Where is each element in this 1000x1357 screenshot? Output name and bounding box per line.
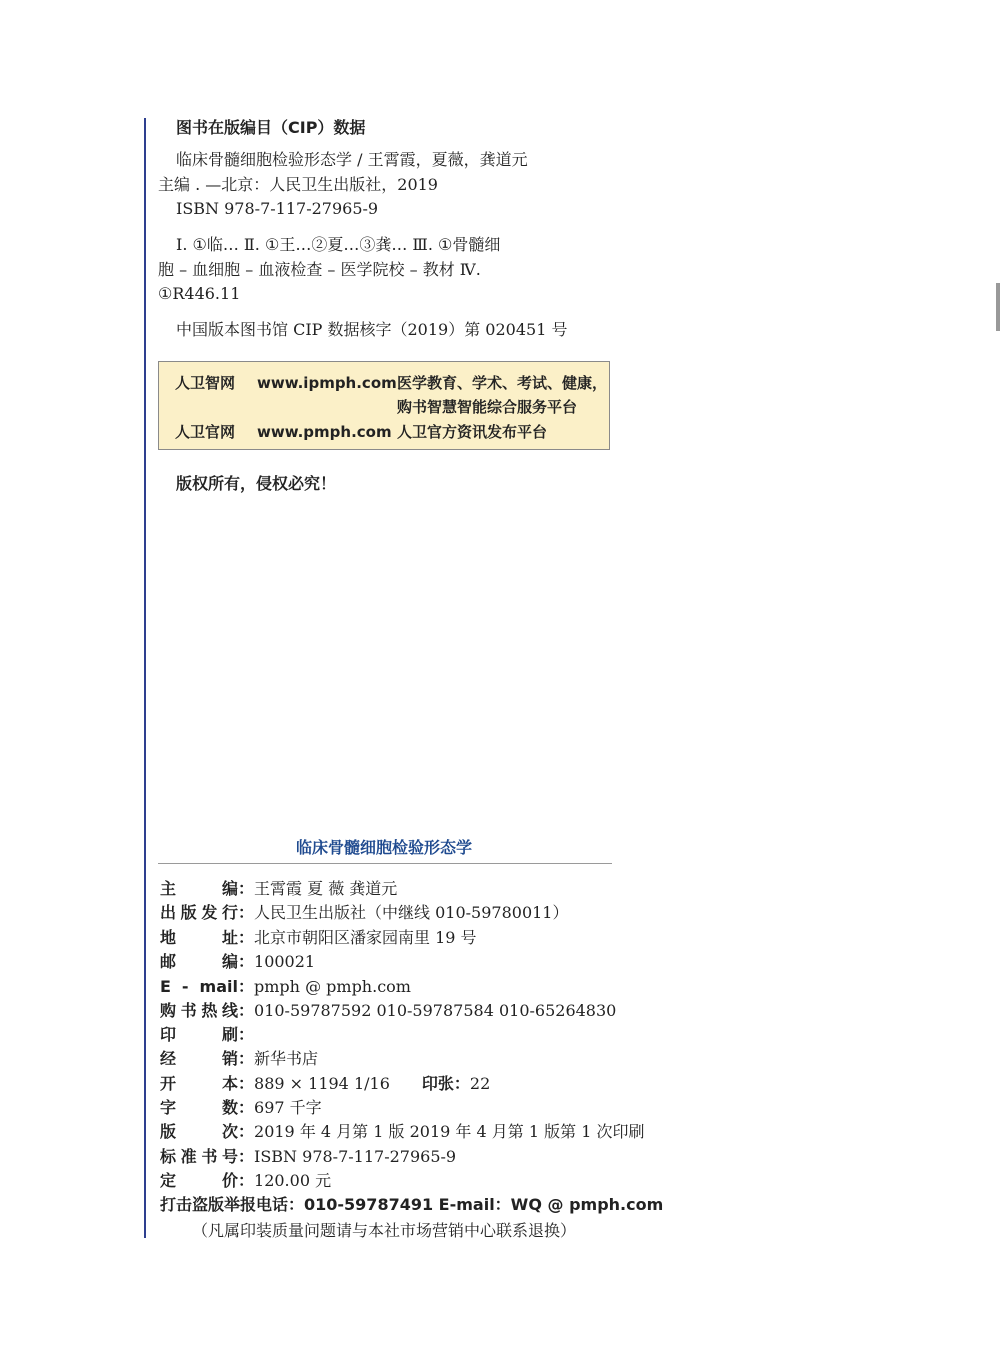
- colophon-row-distributor: 经销：新华书店: [160, 1049, 319, 1068]
- cip-line-title: 临床骨髓细胞检验形态学 / 王霄霞，夏薇，龚道元: [176, 150, 528, 169]
- colophon-row-isbn: 标准书号：ISBN 978-7-117-27965-9: [160, 1147, 457, 1166]
- cip-heading: 图书在版编目（CIP）数据: [176, 118, 366, 137]
- colophon-row-printer: 印刷：: [160, 1025, 255, 1044]
- colophon-row-hotline: 购书热线：010-59787592 010-59787584 010-65264830: [160, 1001, 617, 1020]
- cip-line-publisher: 主编 . —北京：人民卫生出版社，2019: [158, 175, 438, 194]
- colophon-value: 100021: [254, 952, 316, 971]
- colophon-row-edition: 版次：2019 年 4 月第 1 版 2019 年 4 月第 1 版第 1 次印刷: [160, 1122, 645, 1141]
- colophon-label: 印刷: [160, 1025, 238, 1044]
- colophon-label: 主编: [160, 879, 238, 898]
- platform-desc-pmph: 人卫官方资讯发布平台: [397, 423, 548, 441]
- cip-line-subjects: Ⅰ. ①临… Ⅱ. ①王…②夏…③龚… Ⅲ. ①骨髓细: [176, 235, 501, 254]
- colophon-value: 北京市朝阳区潘家园南里 19 号: [254, 928, 477, 947]
- colophon-label: 标准书号: [160, 1147, 238, 1166]
- colophon-row-price: 定价：120.00 元: [160, 1171, 332, 1190]
- colophon-value: 王霄霞 夏 薇 龚道元: [254, 879, 398, 898]
- title-divider: [158, 863, 612, 864]
- colophon-label: 地址: [160, 928, 238, 947]
- colophon-label: 字数: [160, 1098, 238, 1117]
- left-margin-rule: [144, 118, 146, 1238]
- colophon-value: 010-59787592 010-59787584 010-65264830: [254, 1001, 617, 1020]
- colophon-row-format: 开本：889 × 1194 1/16 印张：22: [160, 1074, 491, 1093]
- colophon-row-email: E - mail：pmph @ pmph.com: [160, 977, 411, 996]
- colophon-label: E - mail: [160, 977, 238, 996]
- colophon-extra-label: 印张：: [421, 1074, 470, 1093]
- colophon-row-publisher: 出版发行：人民卫生出版社（中继线 010-59780011）: [160, 903, 569, 922]
- colophon-value: 697 千字: [254, 1098, 322, 1117]
- colophon-value: 2019 年 4 月第 1 版 2019 年 4 月第 1 版第 1 次印刷: [254, 1122, 645, 1141]
- colophon-value[interactable]: pmph @ pmph.com: [254, 977, 411, 996]
- colophon-label: 邮编: [160, 952, 238, 971]
- colophon-row-wordcount: 字数：697 千字: [160, 1098, 322, 1117]
- copyright-notice: 版权所有，侵权必究！: [176, 474, 337, 493]
- colophon-label: 出版发行: [160, 903, 238, 922]
- colophon-row-address: 地址：北京市朝阳区潘家园南里 19 号: [160, 928, 477, 947]
- quality-return-note: （凡属印装质量问题请与本社市场营销中心联系退换）: [192, 1221, 577, 1240]
- colophon-value: 人民卫生出版社（中继线 010-59780011）: [254, 903, 569, 922]
- colophon-row-editor: 主编：王霄霞 夏 薇 龚道元: [160, 879, 398, 898]
- colophon-extra-value: 22: [469, 1074, 491, 1093]
- platform-name-ipmph: 人卫智网: [175, 374, 236, 392]
- platform-desc-ipmph: 医学教育、学术、考试、健康，: [397, 374, 608, 392]
- colophon-label: 版次: [160, 1122, 238, 1141]
- colophon-label: 开本: [160, 1074, 238, 1093]
- colophon-value: ISBN 978-7-117-27965-9: [254, 1147, 457, 1166]
- colophon-value: 新华书店: [254, 1049, 319, 1068]
- colophon-value: 889 × 1194 1/16: [254, 1074, 390, 1093]
- platform-url-pmph[interactable]: www.pmph.com: [257, 423, 392, 441]
- colophon-value: 120.00 元: [254, 1171, 332, 1190]
- platform-desc-ipmph-cont: 购书智慧智能综合服务平台: [397, 398, 578, 416]
- colophon-label: 购书热线: [160, 1001, 238, 1020]
- platform-name-pmph: 人卫官网: [175, 423, 236, 441]
- colophon-row-postcode: 邮编：100021: [160, 952, 316, 971]
- colophon-label: 经销: [160, 1049, 238, 1068]
- cip-line-subjects-cont: 胞 – 血细胞 – 血液检查 – 医学院校 – 教材 Ⅳ.: [158, 260, 481, 279]
- piracy-report-line: 打击盗版举报电话：010-59787491 E-mail：WQ @ pmph.com: [160, 1195, 664, 1214]
- book-title: 临床骨髓细胞检验形态学: [295, 838, 472, 857]
- platform-url-ipmph[interactable]: www.ipmph.com: [257, 374, 397, 392]
- colophon-label: 定价: [160, 1171, 238, 1190]
- cip-line-isbn: ISBN 978-7-117-27965-9: [176, 199, 379, 218]
- cip-line-record-number: 中国版本图书馆 CIP 数据核字（2019）第 020451 号: [176, 320, 568, 339]
- cip-line-classification: ①R446.11: [158, 284, 241, 303]
- platform-info-box: [158, 361, 610, 450]
- page-edge-mark: [996, 283, 1000, 331]
